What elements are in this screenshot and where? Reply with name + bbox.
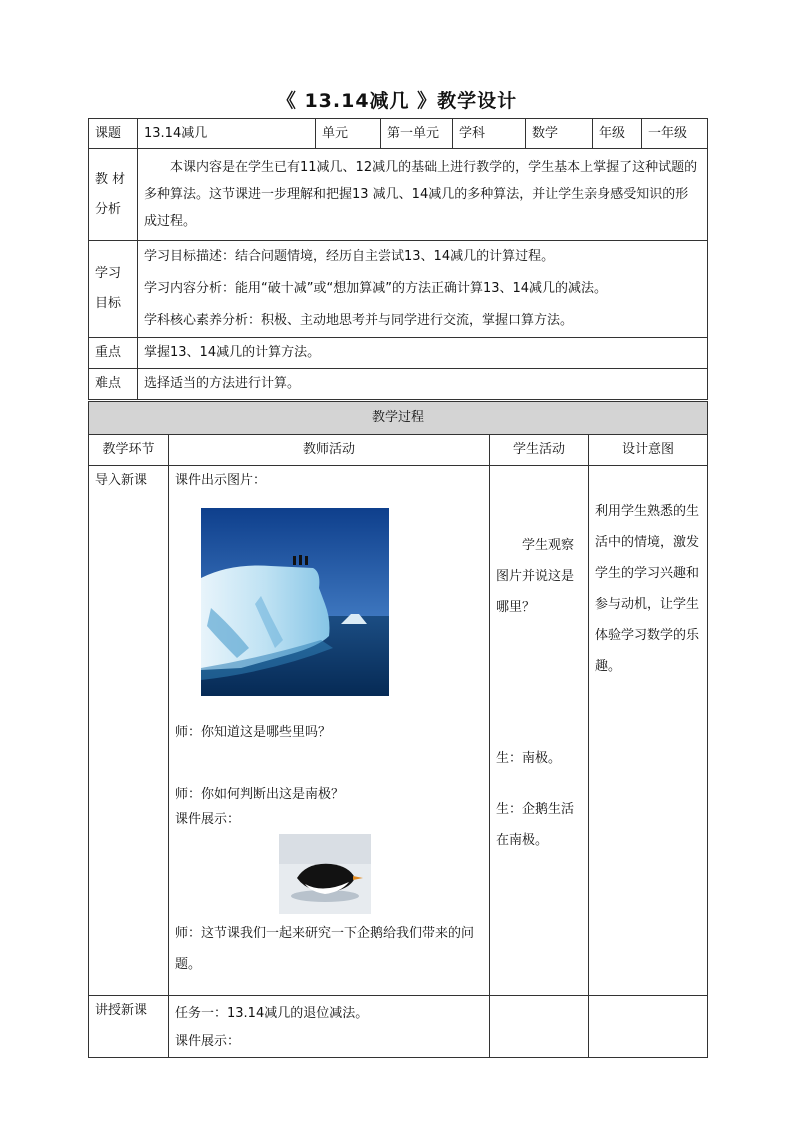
goal-label-line1: 学习: [95, 266, 122, 281]
student-answer-1: 生：南极。: [496, 751, 562, 766]
goal-item: 学科核心素养分析：积极、主动地思考并与同学进行交流，掌握口算方法。: [144, 313, 574, 328]
teacher-intro: 课件出示图片：: [175, 473, 267, 488]
difficulty-text: 选择适当的方法进行计算。: [138, 369, 708, 400]
teacher-question-2: 师：你如何判断出这是南极？: [175, 787, 345, 802]
analysis-text: 本课内容是在学生已有11减几、12减几的基础上进行教学的，学生基本上掌握了这种试题的多种算法。这节课进一步理解和把握13 减几、14减几的多种算法，并让学生亲身感受知识的形成过程。: [144, 160, 698, 229]
teacher-activity-intro: [169, 466, 490, 996]
key-label: 重点: [89, 338, 138, 369]
subject-value: 数学: [526, 119, 593, 149]
teacher-show: 课件展示：: [175, 812, 241, 827]
penguin-image: [279, 834, 371, 914]
goal-label: [89, 241, 138, 338]
unit-value: 第一单元: [381, 119, 453, 149]
goal-item: 学习目标描述：结合问题情境，经历自主尝试13、14减几的计算过程。: [144, 249, 555, 264]
header-student: 学生活动: [490, 435, 589, 466]
topic-value: 13.14减几: [138, 119, 316, 149]
page-title: 《 13.14减几 》教学设计: [276, 90, 518, 112]
grade-label: 年级: [593, 119, 642, 149]
difficulty-label: 难点: [89, 369, 138, 400]
header-intent: 设计意图: [589, 435, 708, 466]
unit-label: 单元: [316, 119, 381, 149]
process-table: [88, 401, 708, 1058]
goals-cell: [138, 241, 708, 338]
goal-label-line2: 目标: [95, 296, 122, 311]
design-intent-new: [589, 996, 708, 1058]
design-intent-intro: [589, 466, 708, 996]
student-activity-intro: [490, 466, 589, 996]
analysis-label: [89, 149, 138, 241]
step-new-lesson: 讲授新课: [89, 996, 169, 1058]
grade-value: 一年级: [642, 119, 708, 149]
key-text: 掌握13、14减几的计算方法。: [138, 338, 708, 369]
subject-label: 学科: [453, 119, 526, 149]
header-step: 教学环节: [89, 435, 169, 466]
step-intro: 导入新课: [89, 466, 169, 996]
student-answer-2: 生：企鹅生活在南极。: [496, 802, 575, 848]
header-teacher: 教师活动: [169, 435, 490, 466]
intent-text: 利用学生熟悉的生活中的情境，激发学生的学习兴趣和参与动机，让学生体验学习数学的乐趣。: [595, 504, 700, 674]
teacher-question-1: 师：你知道这是哪些里吗？: [175, 725, 332, 740]
teacher-question-3: 师：这节课我们一起来研究一下企鹅给我们带来的问题。: [175, 926, 475, 972]
iceberg-image: [201, 508, 389, 696]
analysis-label-line2: 分析: [95, 201, 122, 217]
info-table: [88, 118, 708, 400]
topic-label: 课题: [89, 119, 138, 149]
analysis-label-line1: 教 材: [95, 171, 126, 187]
student-observe: 学生观察图片并说这是哪里？: [496, 538, 575, 615]
new-lesson-show: 课件展示：: [175, 1034, 241, 1049]
task-one: 任务一：13.14减几的退位减法。: [175, 1006, 369, 1021]
goal-item: 学习内容分析：能用“破十减”或“想加算减”的方法正确计算13、14减几的减法。: [144, 281, 608, 296]
teacher-activity-new: [169, 996, 490, 1058]
process-banner: 教学过程: [89, 402, 708, 435]
analysis-text-cell: [138, 149, 708, 241]
student-activity-new: [490, 996, 589, 1058]
